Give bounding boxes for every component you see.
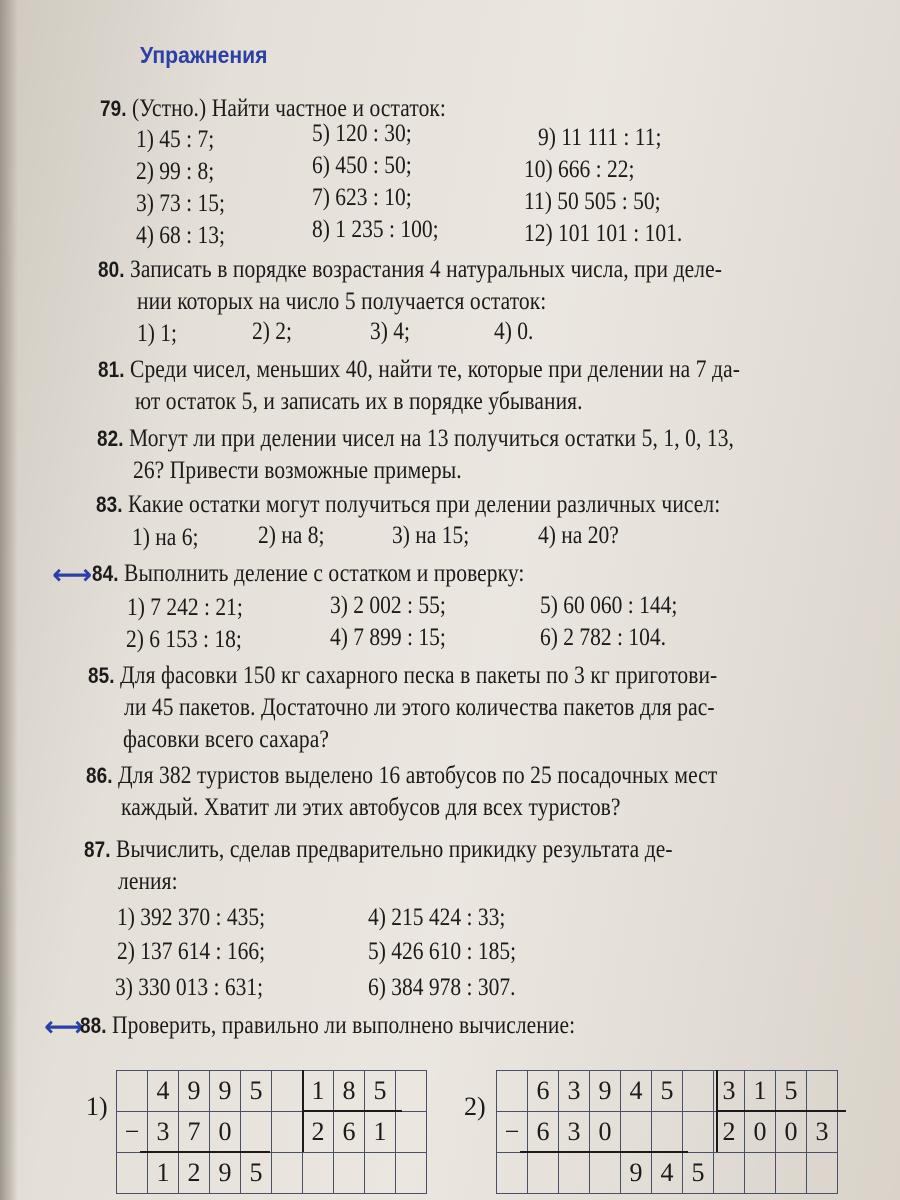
- list-item: 4) 0.: [494, 318, 534, 345]
- exercise-number: 79.: [100, 96, 127, 121]
- exercise-text: Вычислить, сделав предварительно прикидку результата де-: [116, 836, 673, 863]
- division-grid-1: [116, 1070, 427, 1194]
- list-item: 3) на 15;: [392, 522, 470, 549]
- grid-cell: [303, 1153, 334, 1194]
- list-item: 2) на 8;: [258, 522, 325, 549]
- exercise-82: [97, 425, 734, 453]
- list-item: 4) 215 424 : 33;: [368, 904, 506, 931]
- list-item: 3) 73 : 15;: [136, 190, 225, 217]
- grid-cell: [396, 1153, 427, 1194]
- exercise-83: [96, 491, 720, 519]
- grid-cell: 3: [559, 1071, 590, 1112]
- exercise-number: 82.: [97, 426, 124, 451]
- grid-cell: 1: [745, 1071, 776, 1112]
- grid-cell: 1: [303, 1071, 334, 1112]
- grid-cell: 5: [241, 1153, 272, 1194]
- list-item: 1) 392 370 : 435;: [117, 904, 266, 931]
- grid-cell: [365, 1153, 396, 1194]
- grid-cell: 5: [652, 1071, 683, 1112]
- grid-cell: [621, 1112, 652, 1153]
- grid-cell: 9: [179, 1071, 210, 1112]
- list-item: 1) 1;: [137, 320, 178, 347]
- page-edge-shadow: [0, 0, 18, 1200]
- exercise-86: [86, 762, 717, 790]
- grid-cell: 1: [148, 1153, 179, 1194]
- exercise-number: 86.: [86, 763, 113, 788]
- grid-cell: [117, 1153, 148, 1194]
- grid-cell: [117, 1071, 148, 1112]
- exercise-text: Выполнить деление с остатком и проверку:: [124, 560, 525, 587]
- grid-cell: 8: [334, 1071, 365, 1112]
- list-item: 1) 7 242 : 21;: [127, 594, 243, 621]
- grid-cell: 2: [179, 1153, 210, 1194]
- list-item: 11) 50 505 : 50;: [524, 188, 661, 215]
- exercise-text-line: ления:: [118, 868, 178, 895]
- exercise-text-line: ли 45 пакетов. Достаточно ли этого количества пакетов для рас-: [124, 694, 715, 721]
- subtraction-line: [140, 1151, 270, 1153]
- grid-cell: 0: [210, 1112, 241, 1153]
- list-item: 10) 666 : 22;: [524, 156, 635, 183]
- list-item: 6) 2 782 : 104.: [540, 624, 667, 651]
- exercise-text: Какие остатки могут получиться при делении различных чисел:: [128, 491, 721, 518]
- exercise-text: Для 382 туристов выделено 16 автобусов по 25 посадочных мест: [118, 762, 718, 789]
- list-item: 7) 623 : 10;: [312, 184, 412, 211]
- grid-cell: 0: [776, 1112, 807, 1153]
- grid-cell: 3: [714, 1071, 745, 1112]
- grid-cell: 6: [528, 1112, 559, 1153]
- exercise-87: [84, 836, 673, 864]
- grid-cell: 5: [365, 1071, 396, 1112]
- list-item: 4) 68 : 13;: [136, 222, 225, 249]
- grid-cell: 6: [334, 1112, 365, 1153]
- grid-cell: [559, 1153, 590, 1194]
- exercise-79: [100, 95, 446, 123]
- grid-label-1: 1): [86, 1092, 108, 1121]
- exercise-number: 87.: [84, 837, 111, 862]
- grid-cell: [683, 1071, 714, 1112]
- grid-cell: [396, 1112, 427, 1153]
- exercise-text-line: 26? Привести возможные примеры.: [133, 457, 462, 484]
- exercise-number: 80.: [98, 257, 125, 282]
- exercise-text-line: фасовки всего сахара?: [123, 726, 330, 753]
- list-item: 2) 2;: [252, 318, 293, 345]
- grid-cell: [334, 1153, 365, 1194]
- grid-cell: 4: [148, 1071, 179, 1112]
- division-bar: [302, 1110, 402, 1112]
- division-bar: [716, 1110, 846, 1112]
- list-item: 4) на 20?: [538, 522, 619, 549]
- exercise-text: Среди чисел, меньших 40, найти те, которые при делении на 7 да-: [130, 356, 740, 383]
- grid-cell: 2: [303, 1112, 334, 1153]
- exercise-text: (Устно.) Найти частное и остаток:: [132, 95, 447, 122]
- grid-cell: 7: [179, 1112, 210, 1153]
- grid-cell: [272, 1112, 303, 1153]
- double-arrow-icon: ⟷: [52, 558, 93, 591]
- grid-cell: 4: [652, 1153, 683, 1194]
- list-item: 2) 99 : 8;: [136, 158, 215, 185]
- exercise-number: 81.: [98, 357, 125, 382]
- grid-cell: 3: [807, 1112, 838, 1153]
- list-item: 12) 101 101 : 101.: [524, 220, 683, 247]
- grid-cell: 4: [621, 1071, 652, 1112]
- grid-cell: [272, 1071, 303, 1112]
- grid-cell: 3: [148, 1112, 179, 1153]
- grid-cell: 1: [365, 1112, 396, 1153]
- list-item: 3) 4;: [370, 318, 411, 345]
- grid-cell: [807, 1153, 838, 1194]
- exercise-85: [88, 662, 717, 690]
- exercise-number: 84.: [92, 561, 119, 586]
- grid-cell: [497, 1071, 528, 1112]
- grid-cell: 9: [210, 1153, 241, 1194]
- list-item: 3) 2 002 : 55;: [330, 592, 446, 619]
- grid-cell: 9: [210, 1071, 241, 1112]
- list-item: 3) 330 013 : 631;: [115, 974, 264, 1001]
- exercise-number: 83.: [96, 492, 123, 517]
- list-item: 5) 120 : 30;: [312, 120, 412, 147]
- grid-cell: 0: [590, 1112, 621, 1153]
- grid-cell: −: [497, 1112, 528, 1153]
- grid-cell: [807, 1071, 838, 1112]
- list-item: 2) 137 614 : 166;: [117, 938, 266, 965]
- grid-cell: [528, 1153, 559, 1194]
- exercise-text-line: каждый. Хватит ли этих автобусов для всех туристов?: [121, 794, 621, 821]
- exercise-text-line: ют остаток 5, и записать их в порядке убывания.: [135, 388, 583, 415]
- exercise-80: [98, 256, 722, 284]
- list-item: 4) 7 899 : 15;: [330, 624, 446, 651]
- grid-cell: [272, 1153, 303, 1194]
- exercise-number: 85.: [88, 663, 115, 688]
- grid-cell: 5: [241, 1071, 272, 1112]
- exercise-84: [92, 560, 524, 588]
- list-item: 6) 384 978 : 307.: [368, 974, 516, 1001]
- grid-cell: 5: [776, 1071, 807, 1112]
- grid-label-2: 2): [464, 1092, 486, 1121]
- grid-cell: [776, 1153, 807, 1194]
- grid-cell: [683, 1112, 714, 1153]
- exercise-text-line: нии которых на число 5 получается остаток:: [137, 288, 547, 315]
- grid-cell: [590, 1153, 621, 1194]
- exercise-88: [80, 1012, 575, 1040]
- section-heading: Упражнения: [140, 42, 268, 68]
- grid-cell: 6: [528, 1071, 559, 1112]
- grid-cell: [241, 1112, 272, 1153]
- grid-cell: [652, 1112, 683, 1153]
- grid-cell: 5: [683, 1153, 714, 1194]
- exercise-81: [98, 356, 740, 384]
- grid-cell: [497, 1153, 528, 1194]
- exercise-number: 88.: [80, 1013, 107, 1038]
- grid-cell: [714, 1153, 745, 1194]
- grid-cell: [396, 1071, 427, 1112]
- list-item: 6) 450 : 50;: [312, 152, 412, 179]
- double-arrow-icon: ⟷: [44, 1010, 85, 1043]
- exercise-text: Могут ли при делении чисел на 13 получиться остатки 5, 1, 0, 13,: [129, 425, 735, 452]
- list-item: 2) 6 153 : 18;: [126, 626, 242, 653]
- list-item: 1) на 6;: [132, 524, 199, 551]
- exercise-text: Для фасовки 150 кг сахарного песка в пакеты по 3 кг приготови-: [120, 662, 718, 689]
- division-grid-2: [496, 1070, 838, 1194]
- subtraction-line: [520, 1151, 688, 1153]
- list-item: 5) 426 610 : 185;: [368, 938, 517, 965]
- grid-cell: 9: [590, 1071, 621, 1112]
- list-item: 8) 1 235 : 100;: [312, 216, 439, 243]
- grid-cell: −: [117, 1112, 148, 1153]
- grid-cell: 9: [621, 1153, 652, 1194]
- grid-cell: 3: [559, 1112, 590, 1153]
- grid-cell: 0: [745, 1112, 776, 1153]
- grid-cell: 2: [714, 1112, 745, 1153]
- list-item: 9) 11 111 : 11;: [538, 124, 662, 151]
- list-item: 1) 45 : 7;: [136, 126, 215, 153]
- exercise-text: Проверить, правильно ли выполнено вычисление:: [112, 1012, 576, 1039]
- exercise-text: Записать в порядке возрастания 4 натуральных числа, при деле-: [130, 256, 722, 283]
- grid-cell: [745, 1153, 776, 1194]
- list-item: 5) 60 060 : 144;: [540, 592, 678, 619]
